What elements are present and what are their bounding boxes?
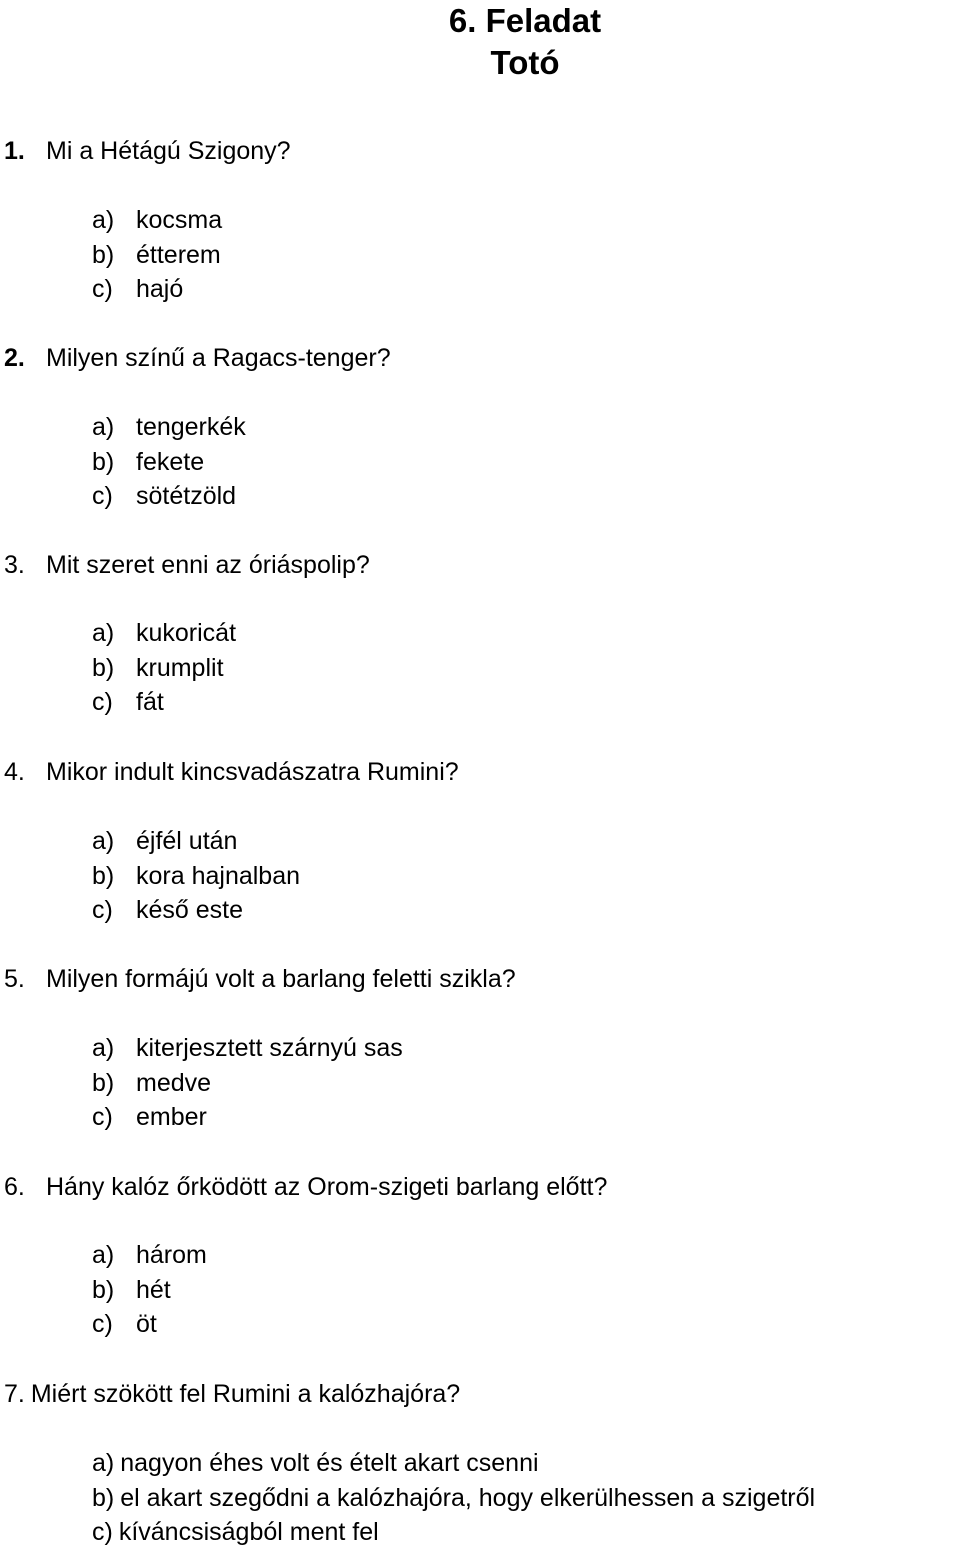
option-c: c) ember	[92, 1103, 207, 1131]
question-number: 1.	[4, 137, 25, 165]
option-a: a) kocsma	[92, 206, 223, 234]
option-b: b) el akart szegődni a kalózhajóra, hogy elkerülhessen a szigetről	[92, 1483, 816, 1512]
question-7	[4, 1379, 460, 1409]
question-text: Milyen formájú volt a barlang feletti szikla?	[46, 965, 516, 993]
option-c: c) hajó	[92, 275, 184, 303]
option-c: c) késő este	[92, 896, 244, 924]
question-text: Hány kalóz őrködött az Orom-szigeti barlang előtt?	[46, 1173, 608, 1201]
question-4	[4, 757, 459, 787]
option-c: c) fát	[92, 688, 164, 716]
option-b: b) étterem	[92, 240, 221, 269]
question-number: 3.	[4, 551, 25, 579]
option-a: a) nagyon éhes volt és ételt akart csenni	[92, 1449, 539, 1477]
question-5	[4, 964, 516, 994]
title-line-1: 6. Feladat	[448, 2, 602, 39]
question-number: 7.	[4, 1380, 25, 1408]
page-title	[0, 0, 960, 84]
question-text: Mi a Hétágú Szigony?	[46, 137, 291, 165]
option-c: c) kíváncsiságból ment fel	[92, 1518, 379, 1546]
option-a: a) három	[92, 1241, 207, 1269]
options-6	[92, 1238, 207, 1342]
question-1	[4, 136, 291, 166]
question-3	[4, 550, 370, 580]
question-text: Mit szeret enni az óriáspolip?	[46, 551, 370, 579]
options-2	[92, 410, 246, 514]
options-4	[92, 824, 300, 928]
option-b: b) krumplit	[92, 653, 224, 682]
option-b: b) hét	[92, 1275, 171, 1304]
option-c: c) öt	[92, 1310, 157, 1338]
question-number: 5.	[4, 965, 25, 993]
question-text: Mikor indult kincsvadászatra Rumini?	[46, 758, 459, 786]
option-a: a) kukoricát	[92, 619, 237, 647]
option-a: a) éjfél után	[92, 827, 238, 855]
question-text: Miért szökött fel Rumini a kalózhajóra?	[30, 1380, 461, 1408]
question-2	[4, 343, 391, 373]
question-6	[4, 1172, 607, 1202]
option-b: b) fekete	[92, 447, 205, 476]
option-a: a) tengerkék	[92, 413, 246, 441]
options-7	[92, 1446, 815, 1550]
question-number: 2.	[4, 344, 25, 372]
option-b: b) kora hajnalban	[92, 861, 301, 890]
options-3	[92, 616, 236, 720]
option-c: c) sötétzöld	[92, 482, 237, 510]
question-text: Milyen színű a Ragacs-tenger?	[46, 344, 391, 372]
options-5	[92, 1031, 403, 1135]
option-a: a) kiterjesztett szárnyú sas	[92, 1034, 403, 1062]
question-number: 4.	[4, 758, 25, 786]
title-line-2: Totó	[490, 44, 560, 81]
options-1	[92, 203, 222, 307]
question-number: 6.	[4, 1173, 25, 1201]
option-b: b) medve	[92, 1068, 212, 1097]
